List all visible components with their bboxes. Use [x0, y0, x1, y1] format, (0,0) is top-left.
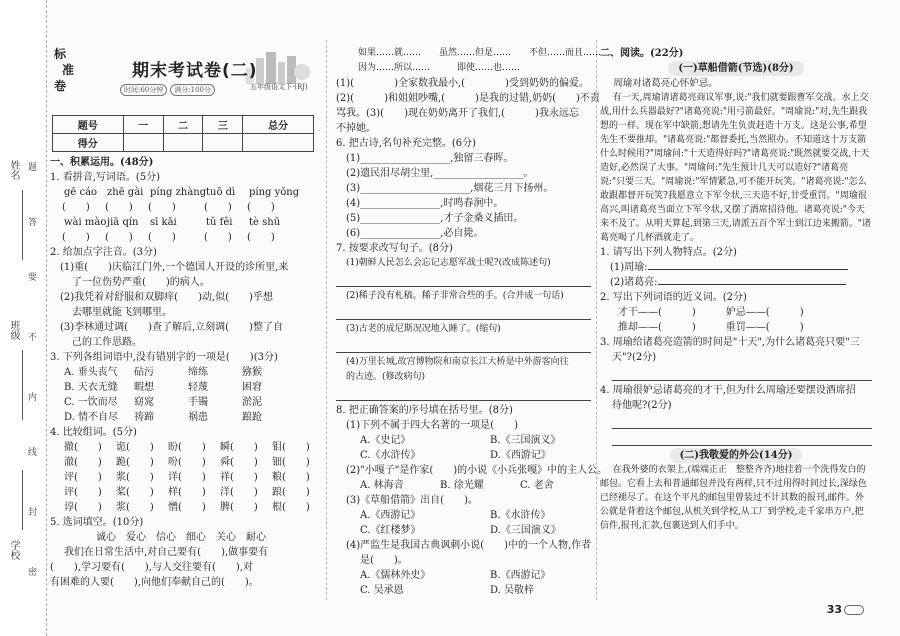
pinyin-row — [50, 215, 312, 230]
pinyin: sī kāi — [150, 217, 177, 228]
fill-line[interactable]: (1)( )全家数我最小,( )受到奶奶的偏爱。 — [336, 78, 589, 89]
question-5: 5. 选词填空。(10分) — [50, 517, 144, 528]
compare-item[interactable]: 根( ) — [272, 502, 310, 513]
word-bank: 诚心 爱心 信心 细心 关心 耐心 — [96, 532, 266, 543]
reading-title-text: (二)我敬爱的外公(14分) — [670, 448, 803, 463]
standard-badge — [54, 46, 84, 106]
name-line — [22, 190, 23, 260]
table-row — [53, 116, 314, 134]
passage-paragraph: 在我外婆的衣架上,(端端正正 整整齐齐)地挂着一个洗得发白的邮包。它看上去和普通邮包并没有两样,只不过用得时间过长,深绿色已经褪尽了。在这个平凡的邮包里曾装过不计其数的报刊,邮件。外公就是背着这个邮包,从机关到学校,从工厂到学校,走千家串万户,把信件,报刊,汇款,包裹送到人们手中。 — [600, 465, 867, 531]
mc-option[interactable]: D. 吴敬梓 — [490, 585, 535, 596]
answer-box[interactable]: ( ) — [62, 202, 90, 213]
q5-line[interactable]: 我们在日常生活中,对自己要有( ),做事要有 — [64, 547, 269, 558]
option: A. 垂头丧气 — [64, 367, 118, 378]
exam-title: 期末考试卷(二) — [132, 61, 258, 81]
table-cell: 一 — [123, 116, 163, 134]
table-cell[interactable] — [123, 134, 163, 152]
passage-paragraph: 有一天,周瑜请诸葛亮商议军事,说:"我们就要跟曹军交战。水上交战,用什么兵器最好?"诸葛亮说:"用弓箭最好。"周瑜说:"对,先生跟我想的一样。现在军中缺箭,想请先生负责赶造十万支。这是公事,希望先生不要推却。"诸葛亮说:"都督委托,当然照办。不知道这十万支箭什么时候用?"周瑜问:"十天造得好吗?"诸葛亮说:"既然就要交战,十天造好,必然误了大事。"周瑜问:"先生预计几天可以造好?"诸葛亮说:"只要三天。"周瑜说:"军情紧急,可不能开玩笑。"诸葛亮说:"怎么敢跟都督开玩笑?我愿意立下军令状,三天造不好,甘受重罚。"周瑜很高兴,叫诸葛亮当面立下军令状,又摆了酒席招待他。诸葛亮说:"今天来不及了。从明天算起,到第三天,请派五百个军士到江边来搬箭。"诸葛亮喝了几杯酒就走了。 — [600, 93, 871, 243]
page-number-text: 33 — [826, 603, 842, 616]
table-cell: 题号 — [53, 116, 124, 134]
q2-line: 去哪里就能飞到哪里。 — [72, 307, 172, 318]
table-cell: 总分 — [243, 116, 314, 134]
answer-box[interactable]: ( ) — [62, 232, 90, 243]
compare-item[interactable]: 评( ) — [64, 472, 102, 483]
mc-option[interactable]: C. 老舍 — [520, 480, 554, 491]
poem-line[interactable]: (6)________________,必自毙。 — [346, 228, 484, 239]
name-label: 姓名 — [8, 160, 19, 180]
answer-line[interactable] — [658, 284, 846, 285]
fill-line[interactable]: 骂我。(3)( )现在奶奶离开了我们,( )我永远忘 — [336, 108, 579, 119]
time-tag: 时间:60分钟 — [120, 84, 167, 96]
reading-title — [600, 61, 872, 76]
column-1 — [50, 155, 312, 590]
table-cell[interactable] — [203, 134, 243, 152]
column-3 — [600, 46, 872, 533]
score-tag: 满分:100分 — [170, 84, 215, 96]
reading-question: 待他呢?(2分) — [612, 400, 672, 411]
pinyin: gē cáo — [64, 187, 98, 198]
compare-item[interactable]: 盼( ) — [168, 442, 206, 453]
q5-line[interactable]: ( ),学习要有( ),与人交往要有( ),对 — [50, 562, 253, 573]
seal-char: 封 — [28, 508, 38, 518]
mc-options[interactable] — [336, 568, 591, 583]
mc-option[interactable]: B.《水浒传》 — [490, 510, 551, 521]
table-cell: 得分 — [53, 134, 124, 152]
answer-line[interactable] — [612, 414, 872, 429]
answer-box[interactable]: ( ) — [105, 232, 133, 243]
compare-item[interactable]: 谆( ) — [64, 502, 102, 513]
reading-answer[interactable] — [600, 260, 872, 275]
compare-item[interactable]: 瞬( ) — [220, 442, 258, 453]
class-label: 班级 — [8, 320, 19, 340]
option: B. 天衣无缝 — [64, 382, 118, 393]
pinyin: píng zhàng — [150, 187, 207, 198]
fill-line: 不掉她。 — [336, 123, 376, 134]
compare-row[interactable] — [50, 500, 312, 515]
mc-options[interactable] — [336, 448, 591, 463]
compare-item[interactable]: 粮( ) — [272, 472, 310, 483]
compare-item[interactable]: 详( ) — [168, 472, 206, 483]
passage-paragraph: 周瑜对诸葛亮心怀妒忌。 — [613, 78, 718, 89]
badge-char: 准 — [62, 63, 75, 77]
exam-meta — [120, 84, 218, 96]
rewrite-prompt: 的古迹。(修改病句) — [346, 372, 426, 382]
grade-label: 五年级语文下·(RJ) — [250, 83, 308, 91]
school-line — [22, 470, 23, 530]
compare-item[interactable]: 诡( ) — [116, 442, 154, 453]
score-table — [52, 115, 314, 152]
q2-line: (2)我凭着对舒服和双脚痒( )动,似( )乎想 — [60, 292, 273, 303]
answer-line[interactable] — [648, 269, 848, 270]
mc-question: (3)《草船借箭》出自( )。 — [346, 495, 478, 506]
answer-box[interactable]: ( ) — [105, 202, 133, 213]
mc-option[interactable]: D.《西游记》 — [490, 450, 551, 461]
word: 猕猴 — [242, 367, 262, 378]
answer-label: (1)周瑜: — [610, 262, 648, 273]
seal-char: 要 — [28, 273, 38, 283]
mc-question: (4)严监生是我国古典讽刺小说( )中的一个人物,作者 — [346, 540, 592, 551]
word: 淤泥 — [242, 397, 262, 408]
mc-options[interactable] — [336, 583, 591, 598]
mc-question: 是( )。 — [360, 555, 408, 566]
compare-item[interactable]: 撤( ) — [64, 442, 102, 453]
mc-option[interactable]: C.《水浒传》 — [360, 450, 421, 461]
seal-char: 不 — [28, 333, 38, 343]
pinyin-row — [50, 185, 312, 200]
column-2 — [336, 46, 608, 598]
answer-box[interactable]: ( ) — [247, 232, 275, 243]
option-row[interactable] — [50, 395, 312, 410]
badge-char: 卷 — [54, 79, 67, 93]
word: 窈窕 — [134, 397, 154, 408]
mc-option[interactable]: B.《三国演义》 — [490, 435, 561, 446]
compare-row[interactable] — [50, 470, 312, 485]
school-label: 学校 — [8, 540, 19, 560]
reading-question: 2. 写出下列词语的近义词。(2分) — [600, 292, 747, 303]
table-cell: 二 — [163, 116, 203, 134]
answer-line[interactable] — [612, 431, 872, 446]
seal-char: 内 — [28, 393, 38, 403]
q2-line: 己的工作思路。 — [72, 337, 142, 348]
answer-box[interactable]: ( ) — [148, 232, 176, 243]
column-divider — [596, 40, 597, 600]
word: 困窘 — [242, 382, 262, 393]
compare-item[interactable]: 洋( ) — [220, 487, 258, 498]
question-4: 4. 比较组词。(5分) — [50, 427, 137, 438]
answer-box[interactable]: ( ) — [204, 202, 232, 213]
option-row[interactable] — [50, 365, 312, 380]
rewrite-prompt: (3)古老的成尼斯况况地入睡了。(缩句) — [346, 324, 501, 334]
reading-question: 3. 周瑜给诸葛亮造箭的时间是"十天",为什么诸葛亮只要"三 — [600, 337, 860, 348]
mc-option[interactable]: B. 徐光耀 — [440, 480, 484, 491]
poem-line[interactable]: (1)__________________,独留三春晖。 — [346, 153, 514, 164]
fill-line[interactable]: (2)( )和姐姐吵嘴,( )是我的过错,奶奶( )不责 — [336, 93, 600, 104]
section-heading: 二、阅读。(22分) — [600, 48, 684, 59]
compare-item[interactable]: 脾( ) — [220, 502, 258, 513]
question-6: 6. 把古诗,名句补充完整。(6分) — [336, 138, 477, 149]
seal-char: 答 — [28, 218, 38, 228]
compare-item[interactable]: 吩( ) — [168, 457, 206, 468]
pinyin: wài mào — [64, 217, 107, 228]
answer-line[interactable] — [336, 338, 591, 353]
answer-row[interactable] — [50, 200, 312, 215]
question-1: 1. 看拼音,写词语。(5分) — [50, 172, 161, 183]
reading-question: 天"?(2分) — [612, 352, 657, 363]
column-divider — [326, 40, 327, 600]
poem-line[interactable]: (2)遗民泪尽胡尘里,__________________。 — [346, 168, 534, 179]
question-2: 2. 给加点字注音。(3分) — [50, 247, 157, 258]
rewrite-prompt: (4)万里长城,故宫博物院和南京长江大桥是中外游客向往 — [346, 357, 569, 367]
q2-line: 了一位伤势严重( )的病人。 — [72, 277, 210, 288]
mc-option[interactable]: C. 吴承恩 — [360, 585, 404, 596]
mc-option[interactable]: A.《儒林外史》 — [360, 570, 431, 581]
word: 缔练 — [188, 367, 208, 378]
answer-line[interactable] — [336, 305, 591, 320]
question-7: 7. 按要求改写句子。(8分) — [336, 243, 453, 254]
compare-item[interactable]: 澈( ) — [64, 457, 102, 468]
synonym-row[interactable]: 推却——( ) 重罚——( ) — [618, 322, 804, 333]
option: D. 情不自尽 — [64, 412, 119, 423]
seal-char: 密 — [28, 568, 38, 578]
answer-line[interactable] — [612, 366, 872, 381]
page-number-ornament — [844, 605, 864, 615]
question-3: 3. 下列各组词语中,没有错别字的一项是( )(3分) — [50, 352, 278, 363]
option-row[interactable] — [50, 380, 312, 395]
mc-question: (1)下列不属于四大名著的一项是( ) — [346, 420, 518, 431]
rewrite-prompt: (1)朝鲜人民怎么会忘记志愿军战士呢?(改成陈述句) — [346, 258, 551, 268]
badge-char: 标 — [54, 47, 67, 61]
compare-item[interactable]: 钼( ) — [272, 442, 310, 453]
compare-item[interactable]: 踉( ) — [272, 487, 310, 498]
word: 祷蹄 — [134, 412, 154, 423]
answer-line[interactable] — [336, 272, 591, 287]
answer-line[interactable] — [336, 386, 591, 401]
compare-item[interactable]: 跪( ) — [116, 457, 154, 468]
mc-option[interactable]: A.《西游记》 — [360, 510, 421, 521]
compare-item[interactable]: 祥( ) — [220, 472, 258, 483]
connector-words: 如果……就…… 虽然……但是…… 不但……而且…… — [358, 48, 602, 58]
word: 暇想 — [134, 382, 154, 393]
compare-row[interactable] — [50, 440, 312, 455]
option-row[interactable] — [50, 410, 312, 425]
compare-item[interactable]: 桨( ) — [116, 487, 154, 498]
poem-line[interactable]: (3)______________________,烟花三月下扬州。 — [346, 183, 554, 194]
pinyin: tè shū — [249, 217, 281, 228]
mc-option[interactable]: B.《西游记》 — [490, 570, 551, 581]
compare-item[interactable]: 样( ) — [168, 487, 206, 498]
seal-char: 线 — [28, 448, 38, 458]
reading-title — [600, 448, 872, 463]
answer-box[interactable]: ( ) — [148, 202, 176, 213]
reading-question: 1. 请写出下列人物特点。(2分) — [600, 247, 737, 258]
mc-options[interactable] — [336, 433, 591, 448]
mc-question: (2)"小嘎子"是作家( )的小说《小兵张嘎》中的主人公。 — [346, 465, 608, 476]
table-cell: 三 — [203, 116, 243, 134]
class-line — [22, 350, 23, 420]
q2-line: (1)重( )庆临江门外,一个德国人开设的诊所里,来 — [60, 262, 289, 273]
word: 砧污 — [134, 367, 154, 378]
compare-item[interactable]: 舜( ) — [220, 457, 258, 468]
compare-row[interactable] — [50, 485, 312, 500]
pinyin: jiā qín — [107, 217, 139, 228]
answer-box[interactable]: ( ) — [204, 232, 232, 243]
word: 踉跄 — [242, 412, 262, 423]
page-number — [827, 603, 864, 616]
mc-options[interactable] — [336, 523, 591, 538]
table-cell[interactable] — [243, 134, 314, 152]
connector-words: 因为……所以…… 即使……也…… — [358, 63, 521, 73]
word: 手镯 — [188, 397, 208, 408]
pinyin: tuō dì — [206, 187, 236, 198]
q5-line[interactable]: 有困难的人要( ),向他们奉献自己的( )。 — [50, 577, 259, 588]
pinyin: zhē gài — [107, 187, 144, 198]
mc-options[interactable] — [336, 478, 591, 493]
mc-option[interactable]: D.《三国演义》 — [490, 525, 561, 536]
word: 祸患 — [188, 412, 208, 423]
pinyin: píng yōng — [249, 187, 300, 198]
compare-item[interactable]: 钿( ) — [272, 457, 310, 468]
pinyin: tǔ fěi — [206, 217, 233, 228]
compare-item[interactable]: 浆( ) — [116, 472, 154, 483]
answer-row[interactable] — [50, 230, 312, 245]
poem-line[interactable]: (5)________________,才子金桑义插田。 — [346, 213, 524, 224]
question-8: 8. 把正确答案的序号填在括号里。(8分) — [336, 405, 513, 416]
answer-box[interactable]: ( ) — [247, 202, 275, 213]
mc-options[interactable] — [336, 508, 591, 523]
compare-row[interactable] — [50, 455, 312, 470]
word: 轻蔑 — [188, 382, 208, 393]
synonym-row[interactable]: 才干——( ) 妒忌——( ) — [618, 307, 804, 318]
answer-label: (2)诸葛亮: — [610, 277, 658, 288]
section-heading: 一、积累运用。(48分) — [50, 157, 154, 168]
q2-line: (3)李林通过调( )查了解后,立刻调( )整了自 — [60, 322, 283, 333]
mc-option[interactable]: A.《史记》 — [360, 435, 411, 446]
rewrite-prompt: (2)稀子没有札稿。稀子非常合些的手。(合并成一句话) — [346, 291, 564, 301]
exam-header — [54, 46, 314, 108]
compare-item[interactable]: 浆( ) — [116, 502, 154, 513]
option: C. 一饮而尽 — [64, 397, 118, 408]
compare-item[interactable]: 评( ) — [64, 487, 102, 498]
mc-option[interactable]: A. 林海音 — [360, 480, 404, 491]
compare-item[interactable]: 憎( ) — [168, 502, 206, 513]
seal-char: 题 — [28, 163, 38, 173]
reading-question: 4. 周瑜很妒忌诸葛亮的才干,但为什么周瑜还要摆设酒席招 — [600, 385, 856, 396]
poem-line[interactable]: (4)________________,时鸣春涧中。 — [346, 198, 504, 209]
table-cell[interactable] — [163, 134, 203, 152]
reading-title-text: (一)草船借箭(节选)(8分) — [668, 61, 803, 76]
table-row — [53, 134, 314, 152]
binding-strip — [0, 0, 47, 636]
reading-answer[interactable] — [600, 275, 872, 290]
mc-option[interactable]: C.《红楼梦》 — [360, 525, 421, 536]
